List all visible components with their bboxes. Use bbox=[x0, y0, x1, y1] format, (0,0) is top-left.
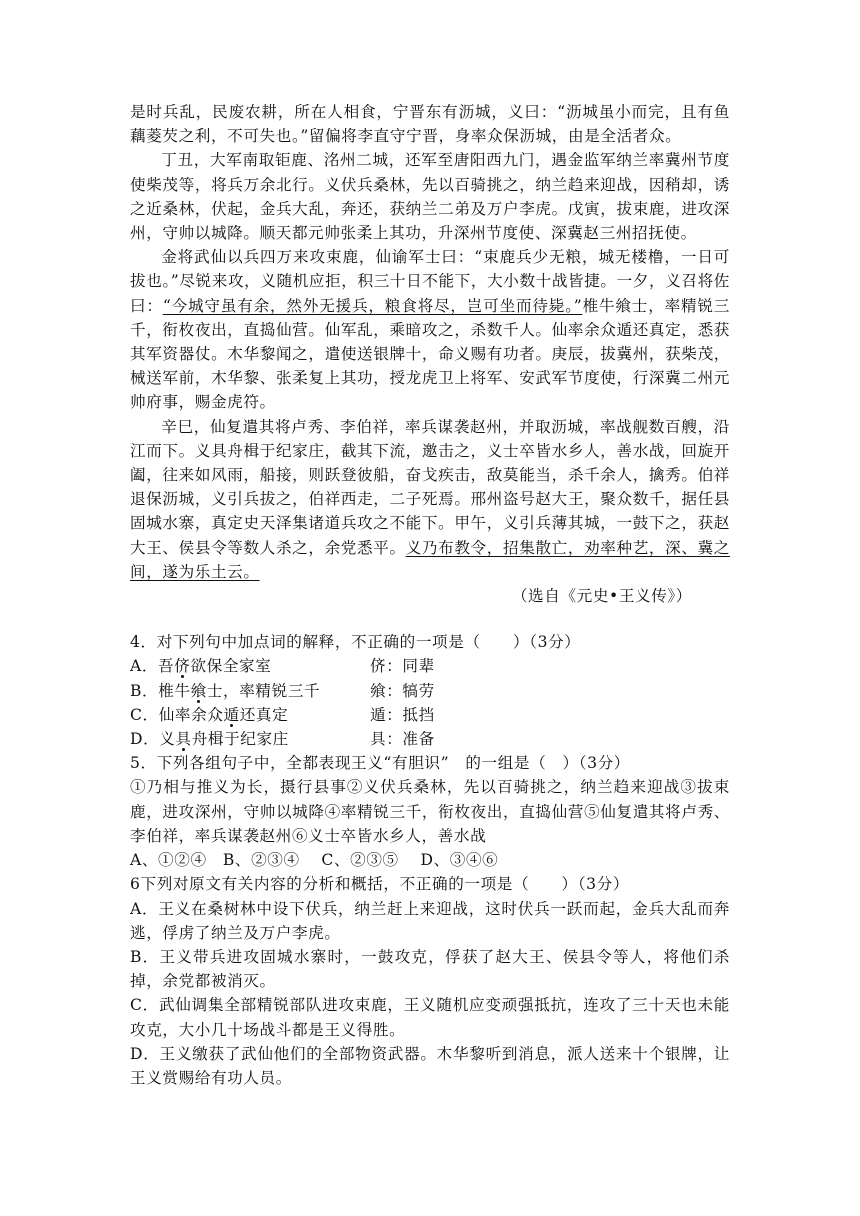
dotted-word: 飨 bbox=[190, 681, 207, 700]
passage-text: 辛巳，仙复遣其将卢秀、李伯祥，率兵谋袭赵州，并取沥城，率战舰数百艘，沿江而下。义具舟楫于纪家庄，截其下流，邀击之，义士卒皆水乡人，善水战，回旋开阖，往来如风雨，船接，则跃登彼船，奋戈疾击，敌莫能当，杀千余人，擒秀。伯祥退保沥城，义引兵拔之，伯祥西走，二子死焉。邢州盗号赵大王，聚众数千，据任县固城水寨，真定史天泽集诸道兵攻之不能下。甲午，义引兵薄其城，一鼓下之，获赵大王、侯县令等数人杀之，余党悉平。 bbox=[130, 417, 730, 557]
passage-text: 椎牛飨士，率精锐三千，衔枚夜出，直捣仙营。仙军乱，乘暗攻之，杀数千人。仙率余众遁还真定，悉获其军资器仗。木华黎闻之，遣使送银牌十，命义赐有功者。庚辰，拔冀州，获柴茂，械送军前，木华黎、张柔复上其功，授龙虎卫上将军、安武军节度使，行深冀二州元帅府事，赐金虎符。 bbox=[130, 296, 730, 412]
option-text: B．椎牛 bbox=[130, 681, 191, 700]
question-4-option-a bbox=[130, 654, 730, 678]
passage-paragraph-3 bbox=[130, 245, 730, 414]
dotted-word: 具 bbox=[175, 730, 192, 749]
option-gloss: 侪：同辈 bbox=[370, 657, 435, 676]
passage-paragraph-1: 是时兵乱，民废农耕，所在人相食，宁晋东有沥城，义曰：“沥城虽小而完，且有鱼藕菱芡之利，不可失也。”留偏将李直守宁晋，身率众保沥城，由是全活者众。 bbox=[130, 103, 730, 146]
passage-paragraph-4 bbox=[130, 415, 730, 584]
dotted-word: 遁 bbox=[223, 705, 240, 724]
source-citation: （选自《元史•王义传》） bbox=[511, 587, 692, 606]
question-4-option-b bbox=[130, 679, 730, 703]
question-5-choices: A、①②④ B、②③④ C、②③⑤ D、③④⑥ bbox=[130, 851, 499, 870]
question-6-option-d: D．王义缴获了武仙他们的全部物资武器。木华黎听到消息，派人送来十个银牌，让王义赏赐给有功人员。 bbox=[130, 1044, 730, 1087]
option-text: D．义 bbox=[130, 730, 176, 749]
passage-paragraph-2: 丁丑，大军南取钜鹿、洺州二城，还军至唐阳西九门，遇金监军纳兰率冀州节度使柴茂等，将兵万余北行。义伏兵桑林，先以百骑挑之，纳兰趋来迎战，因稍却，诱之近桑林，伏起，金兵大乱，奔还，获纳兰二弟及万户李虎。戊寅，拔束鹿，进攻深州，守帅以城降。顺天都元帅张柔上其功，升深州节度使、深冀赵三州招抚使。 bbox=[130, 151, 730, 243]
question-6-option-c: C．武仙调集全部精锐部队进攻束鹿，王义随机应变顽强抵抗，连攻了三十天也未能攻克，大小几十场战斗都是王义得胜。 bbox=[130, 996, 730, 1039]
exam-page bbox=[130, 100, 730, 1090]
option-text: 舟楫于纪家庄 bbox=[191, 730, 289, 749]
dotted-word: 侪 bbox=[174, 657, 191, 676]
option-text: C．仙率余众 bbox=[130, 705, 224, 724]
question-4-option-c bbox=[130, 703, 730, 727]
question-4-stem: 4．对下列句中加点词的解释，不正确的一项是（ ）（3分） bbox=[130, 633, 581, 652]
option-text: 还真定 bbox=[239, 705, 289, 724]
option-gloss: 飨：犒劳 bbox=[370, 681, 435, 700]
underlined-sentence: “今城守虽有余，然外无援兵，粮食将尽，岂可坐而待毙。” bbox=[162, 296, 583, 315]
option-text: 士，率精锐三千 bbox=[206, 681, 321, 700]
question-6-option-a: A．王义在桑树林中设下伏兵，纳兰赶上来迎战，这时伏兵一跃而起，金兵大乱而奔逃，俘虏了纳兰及万户李虎。 bbox=[130, 899, 730, 942]
option-text: 欲保全家室 bbox=[190, 657, 272, 676]
question-6-stem: 6下列对原文有关内容的分析和概括，不正确的一项是（ ）（3分） bbox=[130, 875, 630, 894]
option-text: A．吾 bbox=[130, 657, 175, 676]
passage-text: 金将武仙以兵四万来攻束鹿，仙谕军士曰：“束鹿兵少无粮，城无楼橹，一日可拔也。”尽锐来攻，义随机应拒，积三十日不能下，大小数十战皆捷。一夕，义召将佐曰： bbox=[130, 248, 730, 315]
option-gloss: 具：准备 bbox=[370, 730, 435, 749]
option-gloss: 遁：抵挡 bbox=[370, 705, 435, 724]
question-5-body: ①乃相与推义为长，摄行县事②义伏兵桑林，先以百骑挑之，纳兰趋来迎战③拔束鹿，进攻深州，守帅以城降④率精锐三千，衔枚夜出，直捣仙营⑤仙复遣其将卢秀、李伯祥，率兵谋袭赵州⑥义士卒皆水乡人，善水战 bbox=[130, 778, 730, 845]
question-5-stem: 5．下列各组句子中，全都表现王义“有胆识” 的一组是（ ）（3分） bbox=[130, 754, 631, 773]
underlined-sentence: 义乃布教令，招集散亡，劝率种艺，深、冀之间，遂为乐土云。 bbox=[130, 538, 730, 581]
question-4-option-d bbox=[130, 727, 730, 751]
question-6-option-b: B．王义带兵进攻固城水寨时，一鼓攻克，俘获了赵大王、侯县令等人，将他们杀掉，余党都被消灭。 bbox=[130, 947, 730, 991]
